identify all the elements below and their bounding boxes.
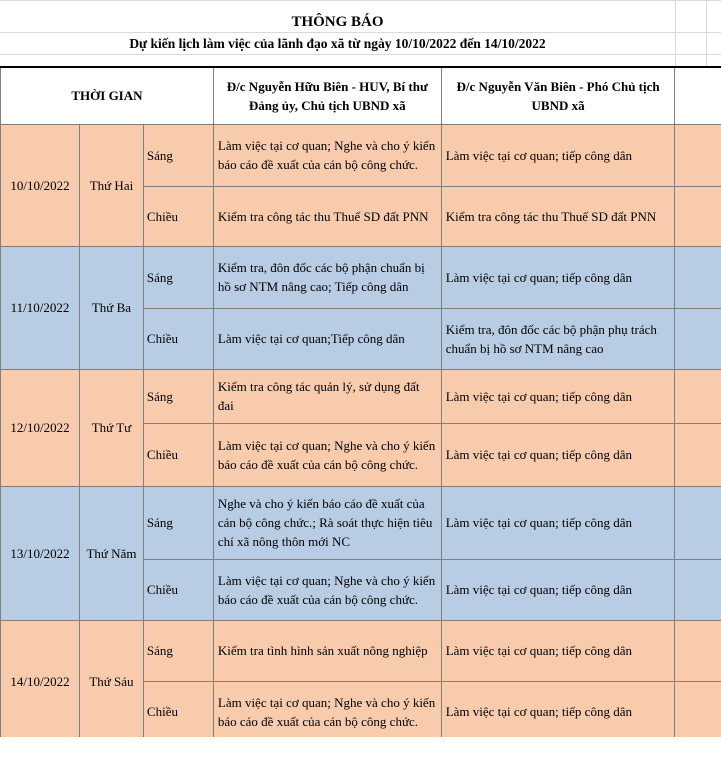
session-cell: Sáng bbox=[143, 620, 213, 681]
gridline bbox=[706, 0, 707, 66]
session-cell: Chiều bbox=[143, 681, 213, 742]
leader2-task-cell: Làm việc tại cơ quan; tiếp công dân bbox=[441, 369, 675, 423]
weekday-cell: Thứ Hai bbox=[79, 124, 143, 246]
page-subtitle: Dự kiến lịch làm việc của lãnh đạo xã từ ngày 10/10/2022 đến 14/10/2022 bbox=[129, 36, 546, 51]
leader1-task-cell: Làm việc tại cơ quan; Nghe và cho ý kiến báo cáo đề xuất của cán bộ công chức. bbox=[213, 124, 441, 186]
gridline bbox=[0, 0, 721, 1]
schedule-row bbox=[1, 369, 721, 423]
session-cell: Sáng bbox=[143, 369, 213, 423]
leader1-task-cell: Kiểm tra công tác thu Thuế SD đất PNN bbox=[213, 186, 441, 246]
edge-cell bbox=[675, 246, 721, 308]
leader2-task-cell: Làm việc tại cơ quan; tiếp công dân bbox=[441, 124, 675, 186]
schedule-row bbox=[1, 486, 721, 559]
gridline bbox=[675, 0, 676, 66]
leader1-task-cell: Kiểm tra, đôn đốc các bộ phận chuẩn bị hồ sơ NTM nâng cao; Tiếp công dân bbox=[213, 246, 441, 308]
leader2-task-cell: Làm việc tại cơ quan; tiếp công dân bbox=[441, 423, 675, 486]
leader1-task-cell: Làm việc tại cơ quan; Nghe và cho ý kiến báo cáo đề xuất của cán bộ công chức. bbox=[213, 559, 441, 620]
edge-cell bbox=[675, 681, 721, 742]
session-cell: Chiều bbox=[143, 423, 213, 486]
schedule-row bbox=[1, 246, 721, 308]
empty-rows bbox=[0, 737, 721, 768]
edge-cell bbox=[675, 124, 721, 186]
date-cell: 13/10/2022 bbox=[1, 486, 80, 620]
leader2-task-cell: Kiểm tra công tác thu Thuế SD đất PNN bbox=[441, 186, 675, 246]
session-cell: Chiều bbox=[143, 186, 213, 246]
leader1-task-cell: Nghe và cho ý kiến báo cáo đề xuất của cán bộ công chức.; Rà soát thực hiện tiêu chí xã nông thôn mới NC bbox=[213, 486, 441, 559]
date-cell: 10/10/2022 bbox=[1, 124, 80, 246]
schedule-table bbox=[0, 66, 721, 743]
page-title: THÔNG BÁO bbox=[291, 14, 384, 30]
leader2-task-cell: Làm việc tại cơ quan; tiếp công dân bbox=[441, 486, 675, 559]
weekday-cell: Thứ Ba bbox=[79, 246, 143, 369]
header-leader1: Đ/c Nguyễn Hữu Biên - HUV, Bí thư Đảng ủy, Chủ tịch UBND xã bbox=[213, 67, 441, 124]
header-time: THỜI GIAN bbox=[1, 67, 214, 124]
session-cell: Chiều bbox=[143, 308, 213, 369]
leader1-task-cell: Làm việc tại cơ quan; Nghe và cho ý kiến báo cáo đề xuất của cán bộ công chức. bbox=[213, 681, 441, 742]
edge-cell bbox=[675, 369, 721, 423]
leader1-task-cell: Làm việc tại cơ quan; Nghe và cho ý kiến báo cáo đề xuất của cán bộ công chức. bbox=[213, 423, 441, 486]
leader2-task-cell: Làm việc tại cơ quan; tiếp công dân bbox=[441, 681, 675, 742]
schedule-body bbox=[1, 124, 721, 742]
session-cell: Sáng bbox=[143, 124, 213, 186]
title-area bbox=[0, 0, 721, 66]
weekday-cell: Thứ Tư bbox=[79, 369, 143, 486]
edge-cell bbox=[675, 620, 721, 681]
edge-cell bbox=[675, 423, 721, 486]
leader1-task-cell: Làm việc tại cơ quan;Tiếp công dân bbox=[213, 308, 441, 369]
edge-cell bbox=[675, 308, 721, 369]
header-leader2: Đ/c Nguyễn Văn Biên - Phó Chủ tịch UBND xã bbox=[441, 67, 675, 124]
edge-cell bbox=[675, 486, 721, 559]
leader2-task-cell: Kiểm tra, đôn đốc các bộ phận phụ trách chuẩn bị hồ sơ NTM nâng cao bbox=[441, 308, 675, 369]
edge-cell bbox=[675, 186, 721, 246]
schedule-row bbox=[1, 620, 721, 681]
leader2-task-cell: Làm việc tại cơ quan; tiếp công dân bbox=[441, 559, 675, 620]
session-cell: Chiều bbox=[143, 559, 213, 620]
session-cell: Sáng bbox=[143, 246, 213, 308]
header-row bbox=[1, 67, 721, 124]
date-cell: 14/10/2022 bbox=[1, 620, 80, 742]
session-cell: Sáng bbox=[143, 486, 213, 559]
leader2-task-cell: Làm việc tại cơ quan; tiếp công dân bbox=[441, 246, 675, 308]
edge-cell bbox=[675, 559, 721, 620]
leader1-task-cell: Kiểm tra công tác quản lý, sử dụng đất đai bbox=[213, 369, 441, 423]
header-edge-cell bbox=[675, 67, 721, 124]
weekday-cell: Thứ Sáu bbox=[79, 620, 143, 742]
gridline bbox=[0, 54, 721, 55]
date-cell: 11/10/2022 bbox=[1, 246, 80, 369]
gridline bbox=[0, 32, 721, 33]
leader1-task-cell: Kiểm tra tình hình sản xuất nông nghiệp bbox=[213, 620, 441, 681]
schedule-row bbox=[1, 124, 721, 186]
date-cell: 12/10/2022 bbox=[1, 369, 80, 486]
leader2-task-cell: Làm việc tại cơ quan; tiếp công dân bbox=[441, 620, 675, 681]
weekday-cell: Thứ Năm bbox=[79, 486, 143, 620]
